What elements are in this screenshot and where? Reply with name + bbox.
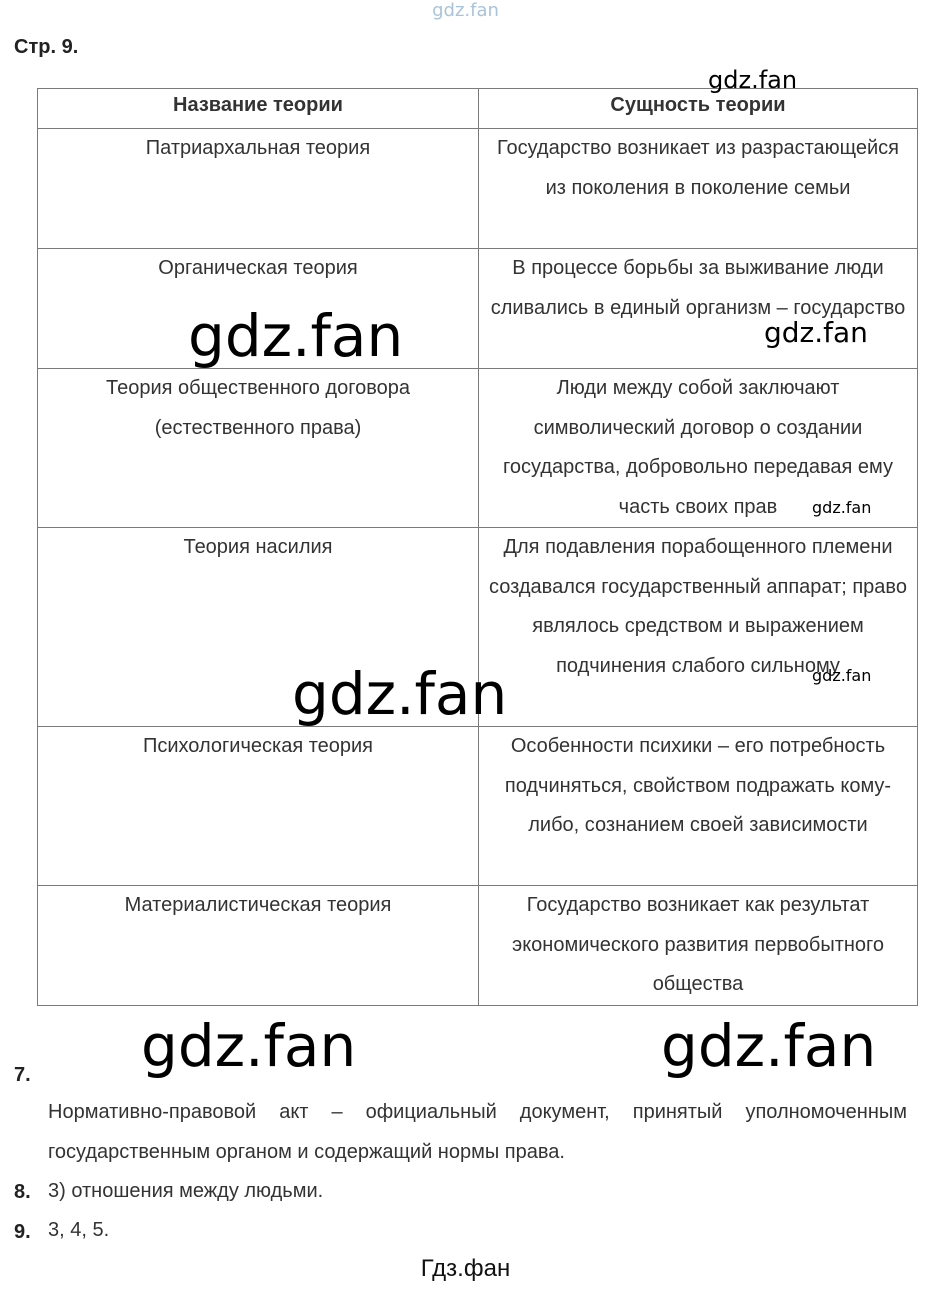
theory-essence: Государство возникает как результат экономического развития первобытного общества bbox=[479, 886, 918, 1006]
column-header-essence: Сущность теории bbox=[479, 89, 918, 129]
theory-name: Органическая теория bbox=[38, 249, 479, 369]
theory-essence: В процессе борьбы за выживание люди сливались в единый организм – государство bbox=[479, 249, 918, 369]
footer-watermark: Гдз.фан bbox=[420, 1255, 511, 1282]
table-row bbox=[38, 129, 918, 249]
theory-name: Теория общественного договора (естественного права) bbox=[38, 369, 479, 528]
question-number: 8. bbox=[14, 1181, 31, 1203]
table-row bbox=[38, 369, 918, 528]
watermark: gdz.fan bbox=[764, 316, 868, 349]
theory-name: Патриархальная теория bbox=[38, 129, 479, 249]
watermark: gdz.fan bbox=[141, 1012, 357, 1080]
table-row bbox=[38, 727, 918, 886]
page-label: Стр. 9. bbox=[14, 36, 79, 58]
table-row bbox=[38, 886, 918, 1006]
theories-table bbox=[37, 88, 918, 1006]
question-number: 9. bbox=[14, 1221, 31, 1243]
theory-name: Психологическая теория bbox=[38, 727, 479, 886]
answer-text: 3) отношения между людьми. bbox=[48, 1180, 324, 1202]
theory-essence: Для подавления порабощенного племени создавался государственный аппарат; право являлось средством и выражением подчинения слабого сильному bbox=[479, 528, 918, 727]
column-header-name: Название теории bbox=[38, 89, 479, 129]
theory-name: Теория насилия bbox=[38, 528, 479, 727]
theory-name: Материалистическая теория bbox=[38, 886, 479, 1006]
question-number: 7. bbox=[14, 1064, 31, 1086]
table-header-row bbox=[38, 89, 918, 129]
watermark: gdz.fan bbox=[188, 302, 404, 370]
watermark-top: gdz.fan bbox=[432, 0, 499, 21]
answer-text: Нормативно-правовой акт – официальный документ, принятый уполномоченным государственным органом и содержащий нормы права. bbox=[48, 1101, 907, 1163]
watermark: gdz.fan bbox=[661, 1012, 877, 1080]
theory-essence: Государство возникает из разрастающейся из поколения в поколение семьи bbox=[479, 129, 918, 249]
watermark: gdz.fan bbox=[292, 660, 508, 728]
watermark: gdz.fan bbox=[812, 498, 872, 517]
watermark: gdz.fan bbox=[812, 666, 872, 685]
answer-text: 3, 4, 5. bbox=[48, 1219, 110, 1241]
watermark: gdz.fan bbox=[708, 66, 798, 94]
theory-essence: Люди между собой заключают символический договор о создании государства, добровольно передавая ему часть своих прав bbox=[479, 369, 918, 528]
table-row bbox=[38, 249, 918, 369]
theory-essence: Особенности психики – его потребность подчиняться, свойством подражать кому-либо, сознанием своей зависимости bbox=[479, 727, 918, 886]
